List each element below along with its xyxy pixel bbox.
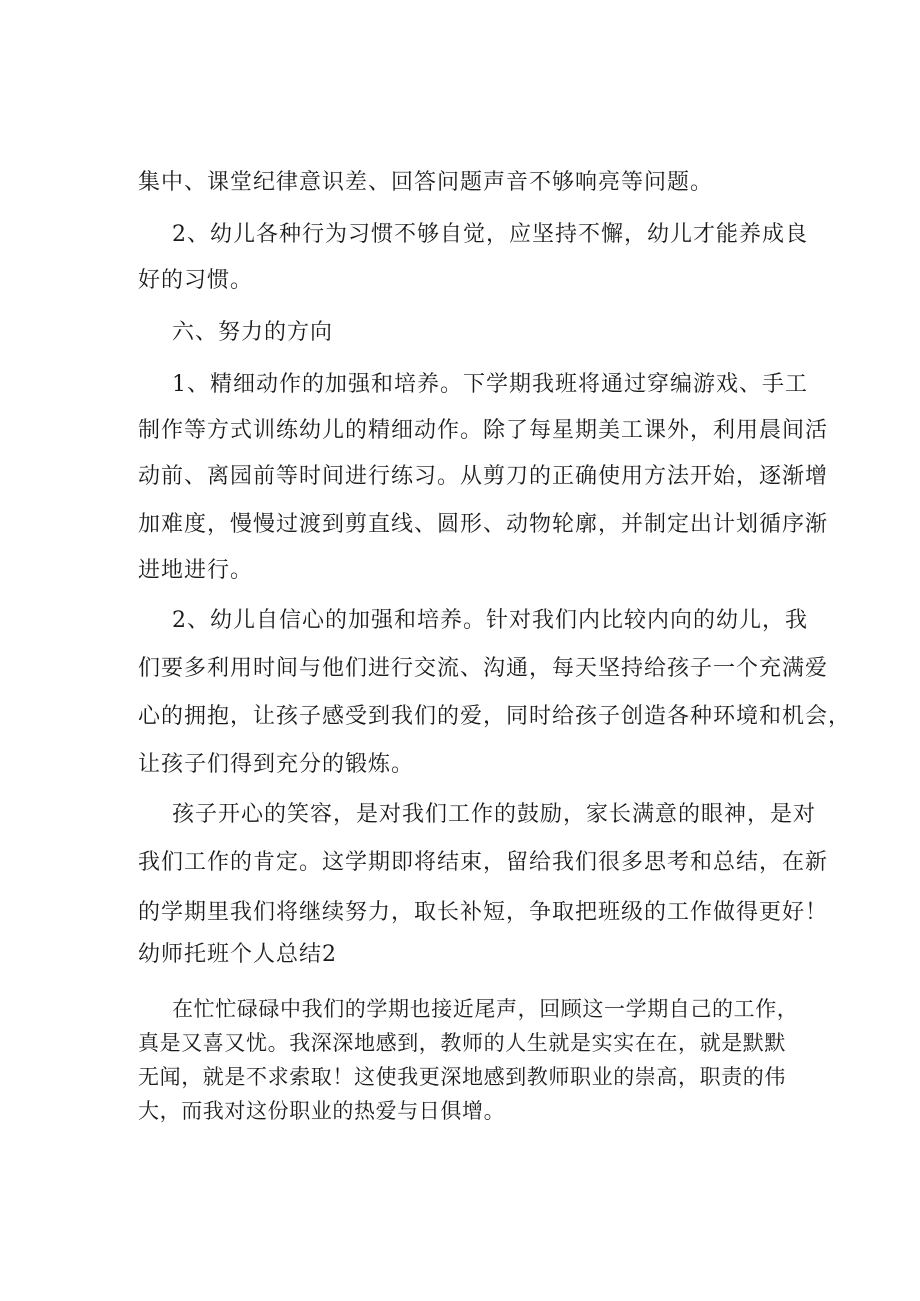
text-line-14: 孩子开心的笑容，是对我们工作的鼓励，家长满意的眼神，是对 [172, 802, 817, 827]
text-line-6: 制作等方式训练幼儿的精细动作。除了每星期美工课外，利用晨间活 [138, 418, 829, 443]
text-line-10: 2、幼儿自信心的加强和培养。针对我们内比较内向的幼儿，我 [172, 608, 808, 633]
text-line-20: 无闻，就是不求索取！这使我更深地感到教师职业的崇高，职责的伟 [138, 1065, 786, 1089]
text-line-15: 我们工作的肯定。这学期即将结束，留给我们很多思考和总结，在新 [138, 850, 829, 875]
text-line-18: 在忙忙碌碌中我们的学期也接近尾声，回顾这一学期自己的工作， [172, 997, 799, 1021]
text-line-3: 好的习惯。 [138, 268, 254, 293]
text-line-7: 动前、离园前等时间进行练习。从剪刀的正确使用方法开始，逐渐增 [138, 464, 829, 489]
text-line-9: 进地进行。 [138, 558, 254, 583]
text-line-13: 让孩子们得到充分的锻炼。 [138, 752, 415, 777]
section-heading: 六、努力的方向 [172, 320, 334, 345]
text-line-12: 心的拥抱，让孩子感受到我们的爱，同时给孩子创造各种环境和机会， [138, 704, 852, 729]
text-line-8: 加难度，慢慢过渡到剪直线、圆形、动物轮廓，并制定出计划循序渐 [138, 512, 829, 537]
text-line-2: 2、幼儿各种行为习惯不够自觉，应坚持不懈，幼儿才能养成良 [172, 222, 808, 247]
text-line-21: 大，而我对这份职业的热爱与日俱增。 [138, 1099, 506, 1123]
text-line-1: 集中、课堂纪律意识差、回答问题声音不够响亮等问题。 [138, 170, 714, 195]
text-line-19: 真是又喜又忧。我深深地感到，教师的人生就是实实在在，就是默默 [138, 1031, 786, 1055]
document-subtitle: 幼师托班个人总结2 [138, 942, 337, 967]
text-line-5: 1、精细动作的加强和培养。下学期我班将通过穿编游戏、手工 [172, 372, 808, 397]
text-line-11: 们要多利用时间与他们进行交流、沟通，每天坚持给孩子一个充满爱 [138, 656, 829, 681]
text-line-16: 的学期里我们将继续努力，取长补短，争取把班级的工作做得更好！ [138, 900, 829, 925]
